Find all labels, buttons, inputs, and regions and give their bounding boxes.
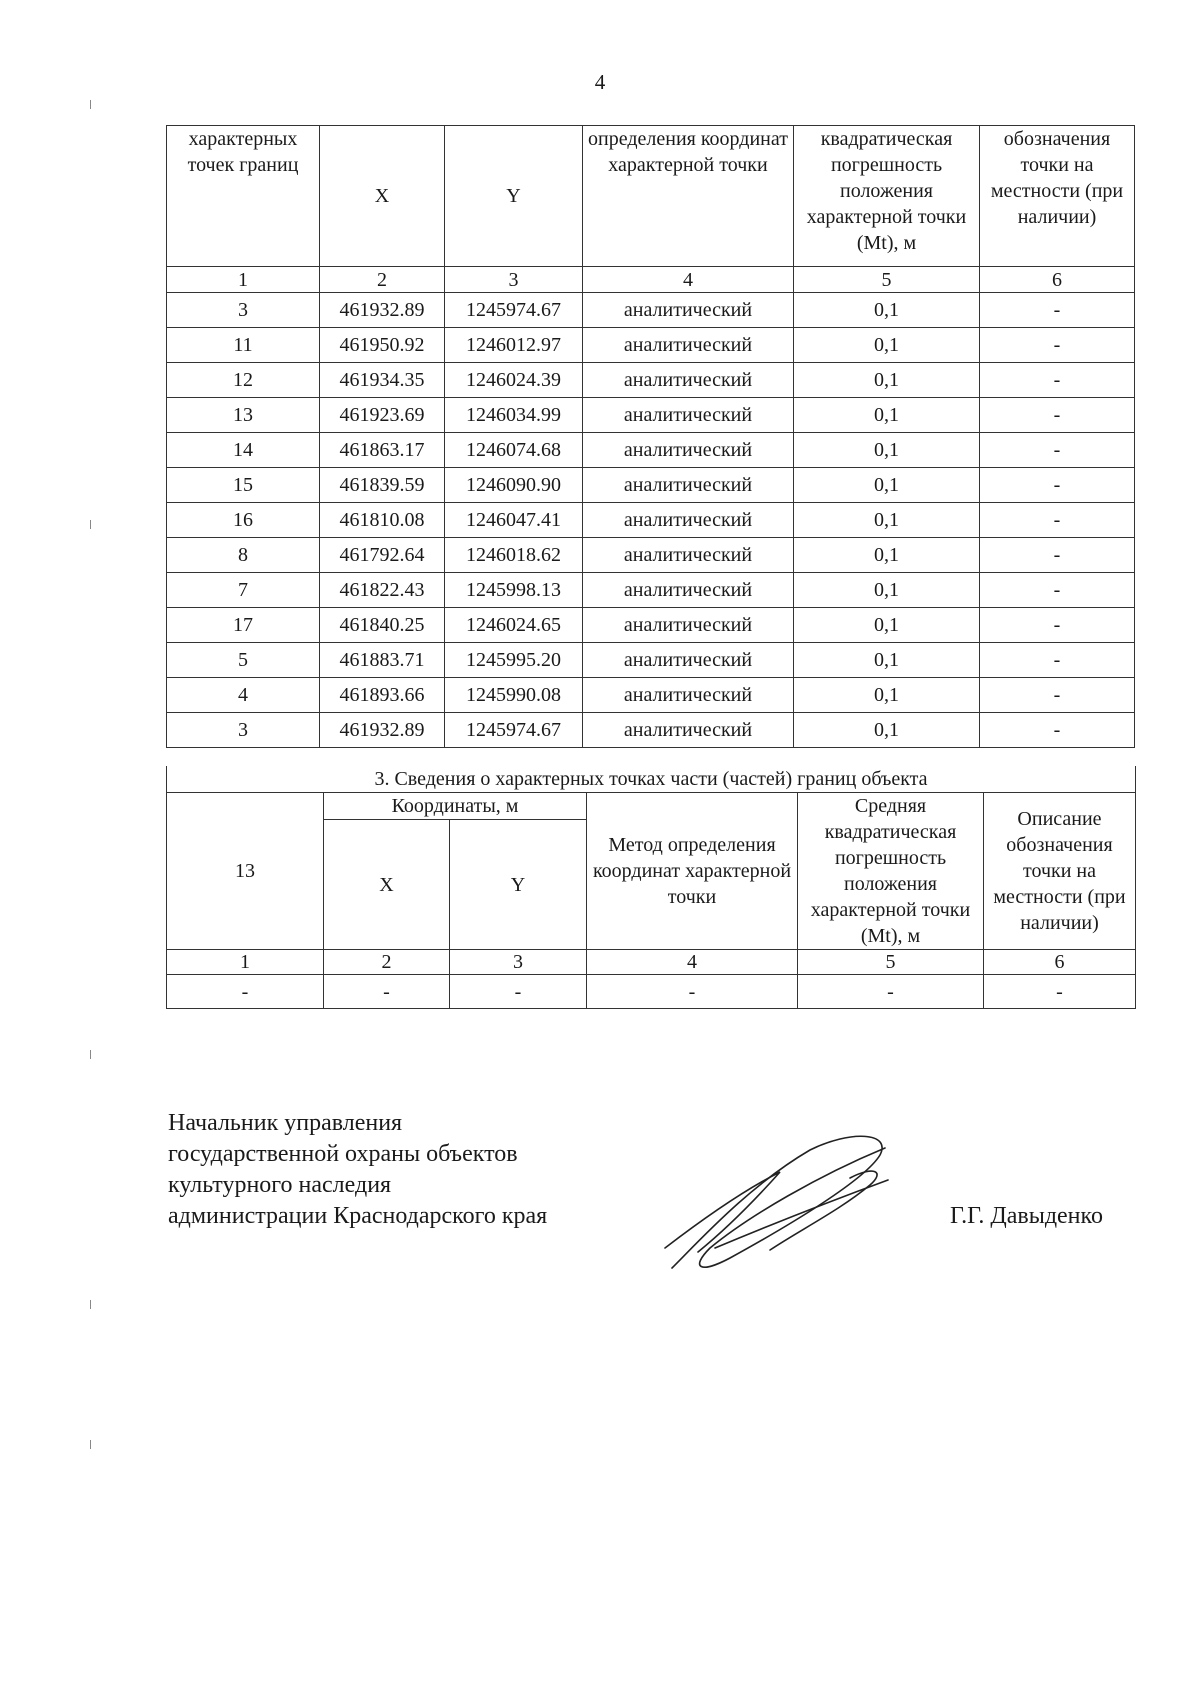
- point-number: 5: [167, 643, 320, 678]
- y-coordinate: 1246018.62: [445, 538, 583, 573]
- point-number: 11: [167, 328, 320, 363]
- table-row: [167, 538, 1135, 573]
- empty-cell: -: [587, 975, 798, 1009]
- y-coordinate: 1246024.39: [445, 363, 583, 398]
- error-value: 0,1: [794, 573, 980, 608]
- y-coordinate: 1245995.20: [445, 643, 583, 678]
- table-row: [167, 643, 1135, 678]
- section-3-title-row: [167, 766, 1136, 793]
- method: аналитический: [583, 573, 794, 608]
- point-number: 7: [167, 573, 320, 608]
- method: аналитический: [583, 293, 794, 328]
- coordinates-table: [166, 125, 1135, 748]
- method: аналитический: [583, 643, 794, 678]
- header-error: квадратическая погрешность положения характерной точки (Mt), м: [794, 126, 980, 267]
- section-3-table: [166, 766, 1136, 1009]
- column-number: 4: [587, 950, 798, 975]
- scan-margin-mark: [90, 520, 91, 529]
- table-row: [167, 363, 1135, 398]
- scan-margin-mark: [90, 100, 91, 109]
- y-coordinate: 1245998.13: [445, 573, 583, 608]
- header-x: X: [320, 126, 445, 267]
- description: -: [980, 608, 1135, 643]
- column-number: 1: [167, 950, 324, 975]
- error-header: Средняя квадратическая погрешность положения характерной точки (Mt), м: [798, 793, 984, 950]
- column-number: 6: [980, 267, 1135, 293]
- x-coordinate: 461863.17: [320, 433, 445, 468]
- x-coordinate: 461822.43: [320, 573, 445, 608]
- error-value: 0,1: [794, 678, 980, 713]
- table-row: [167, 713, 1135, 748]
- column-number: 5: [794, 267, 980, 293]
- description: -: [980, 468, 1135, 503]
- section-3-column-numbers-row: [167, 950, 1136, 975]
- method: аналитический: [583, 678, 794, 713]
- table-row: [167, 573, 1135, 608]
- x-coordinate: 461840.25: [320, 608, 445, 643]
- empty-cell: -: [984, 975, 1136, 1009]
- description: -: [980, 503, 1135, 538]
- section-3-title: 3. Сведения о характерных точках части (частей) границ объекта: [167, 766, 1136, 793]
- point-number: 13: [167, 398, 320, 433]
- scan-margin-mark: [90, 1440, 91, 1449]
- error-value: 0,1: [794, 643, 980, 678]
- method: аналитический: [583, 538, 794, 573]
- y-header: Y: [450, 820, 587, 950]
- method: аналитический: [583, 468, 794, 503]
- column-numbers-row: [167, 267, 1135, 293]
- table-row: [167, 293, 1135, 328]
- empty-cell: -: [324, 975, 450, 1009]
- point-number: 16: [167, 503, 320, 538]
- description: -: [980, 433, 1135, 468]
- scan-margin-mark: [90, 1300, 91, 1309]
- y-coordinate: 1246012.97: [445, 328, 583, 363]
- description: -: [980, 643, 1135, 678]
- header-method: определения координат характерной точки: [583, 126, 794, 267]
- method: аналитический: [583, 398, 794, 433]
- error-value: 0,1: [794, 468, 980, 503]
- error-value: 0,1: [794, 398, 980, 433]
- x-coordinate: 461810.08: [320, 503, 445, 538]
- description: -: [980, 713, 1135, 748]
- description: -: [980, 573, 1135, 608]
- error-value: 0,1: [794, 293, 980, 328]
- point-number: 17: [167, 608, 320, 643]
- empty-cell: -: [167, 975, 324, 1009]
- column-number: 2: [324, 950, 450, 975]
- error-value: 0,1: [794, 328, 980, 363]
- signatory-line: Начальник управления: [168, 1110, 403, 1136]
- x-coordinate: 461932.89: [320, 713, 445, 748]
- point-number: 3: [167, 293, 320, 328]
- description: -: [980, 363, 1135, 398]
- method-header: Метод определения координат характерной точки: [587, 793, 798, 950]
- column-number: 2: [320, 267, 445, 293]
- method: аналитический: [583, 608, 794, 643]
- x-coordinate: 461792.64: [320, 538, 445, 573]
- description-header: Описание обозначения точки на местности (при наличии): [984, 793, 1136, 950]
- error-value: 0,1: [794, 608, 980, 643]
- x-coordinate: 461934.35: [320, 363, 445, 398]
- error-value: 0,1: [794, 503, 980, 538]
- method: аналитический: [583, 328, 794, 363]
- table-row: [167, 433, 1135, 468]
- empty-cell: -: [798, 975, 984, 1009]
- x-coordinate: 461950.92: [320, 328, 445, 363]
- x-coordinate: 461923.69: [320, 398, 445, 433]
- error-value: 0,1: [794, 433, 980, 468]
- method: аналитический: [583, 433, 794, 468]
- point-number: 3: [167, 713, 320, 748]
- header-point-label: характерных точек границ: [167, 126, 320, 267]
- table-row: [167, 503, 1135, 538]
- description: -: [980, 678, 1135, 713]
- point-number: 14: [167, 433, 320, 468]
- point-number: 12: [167, 363, 320, 398]
- y-coordinate: 1246090.90: [445, 468, 583, 503]
- method: аналитический: [583, 503, 794, 538]
- point-number: 15: [167, 468, 320, 503]
- page-number: 4: [594, 70, 606, 94]
- signatory-line: государственной охраны объектов: [168, 1141, 518, 1167]
- column-number: 3: [445, 267, 583, 293]
- column-number: 4: [583, 267, 794, 293]
- section-3-first-column: 13: [167, 793, 324, 950]
- signatory-title: [168, 1108, 547, 1232]
- x-coordinate: 461839.59: [320, 468, 445, 503]
- y-coordinate: 1246024.65: [445, 608, 583, 643]
- signatory-name: Г.Г. Давыденко: [950, 1203, 1103, 1229]
- x-coordinate: 461883.71: [320, 643, 445, 678]
- column-number: 1: [167, 267, 320, 293]
- header-description: обозначения точки на местности (при наличии): [980, 126, 1135, 267]
- table-row: [167, 328, 1135, 363]
- signatory-line: культурного наследия: [168, 1172, 392, 1198]
- x-header: X: [324, 820, 450, 950]
- table-row: [167, 678, 1135, 713]
- y-coordinate: 1245990.08: [445, 678, 583, 713]
- method: аналитический: [583, 363, 794, 398]
- description: -: [980, 293, 1135, 328]
- table-row: [167, 608, 1135, 643]
- signatory-line: администрации Краснодарского края: [168, 1203, 548, 1229]
- y-coordinate: 1246034.99: [445, 398, 583, 433]
- method: аналитический: [583, 713, 794, 748]
- error-value: 0,1: [794, 363, 980, 398]
- y-coordinate: 1246047.41: [445, 503, 583, 538]
- column-number: 6: [984, 950, 1136, 975]
- table-row: [167, 975, 1136, 1009]
- x-coordinate: 461932.89: [320, 293, 445, 328]
- y-coordinate: 1245974.67: [445, 293, 583, 328]
- scan-margin-mark: [90, 1050, 91, 1059]
- coordinates-header: Координаты, м: [324, 793, 587, 820]
- description: -: [980, 538, 1135, 573]
- y-coordinate: 1246074.68: [445, 433, 583, 468]
- description: -: [980, 398, 1135, 433]
- y-coordinate: 1245974.67: [445, 713, 583, 748]
- table-row: [167, 468, 1135, 503]
- table-header-row: [167, 126, 1135, 267]
- column-number: 5: [798, 950, 984, 975]
- description: -: [980, 328, 1135, 363]
- handwritten-signature: [660, 1130, 910, 1280]
- empty-cell: -: [450, 975, 587, 1009]
- point-number: 8: [167, 538, 320, 573]
- header-y: Y: [445, 126, 583, 267]
- section-3-header-row: [167, 793, 1136, 820]
- x-coordinate: 461893.66: [320, 678, 445, 713]
- point-number: 4: [167, 678, 320, 713]
- error-value: 0,1: [794, 713, 980, 748]
- column-number: 3: [450, 950, 587, 975]
- table-row: [167, 398, 1135, 433]
- error-value: 0,1: [794, 538, 980, 573]
